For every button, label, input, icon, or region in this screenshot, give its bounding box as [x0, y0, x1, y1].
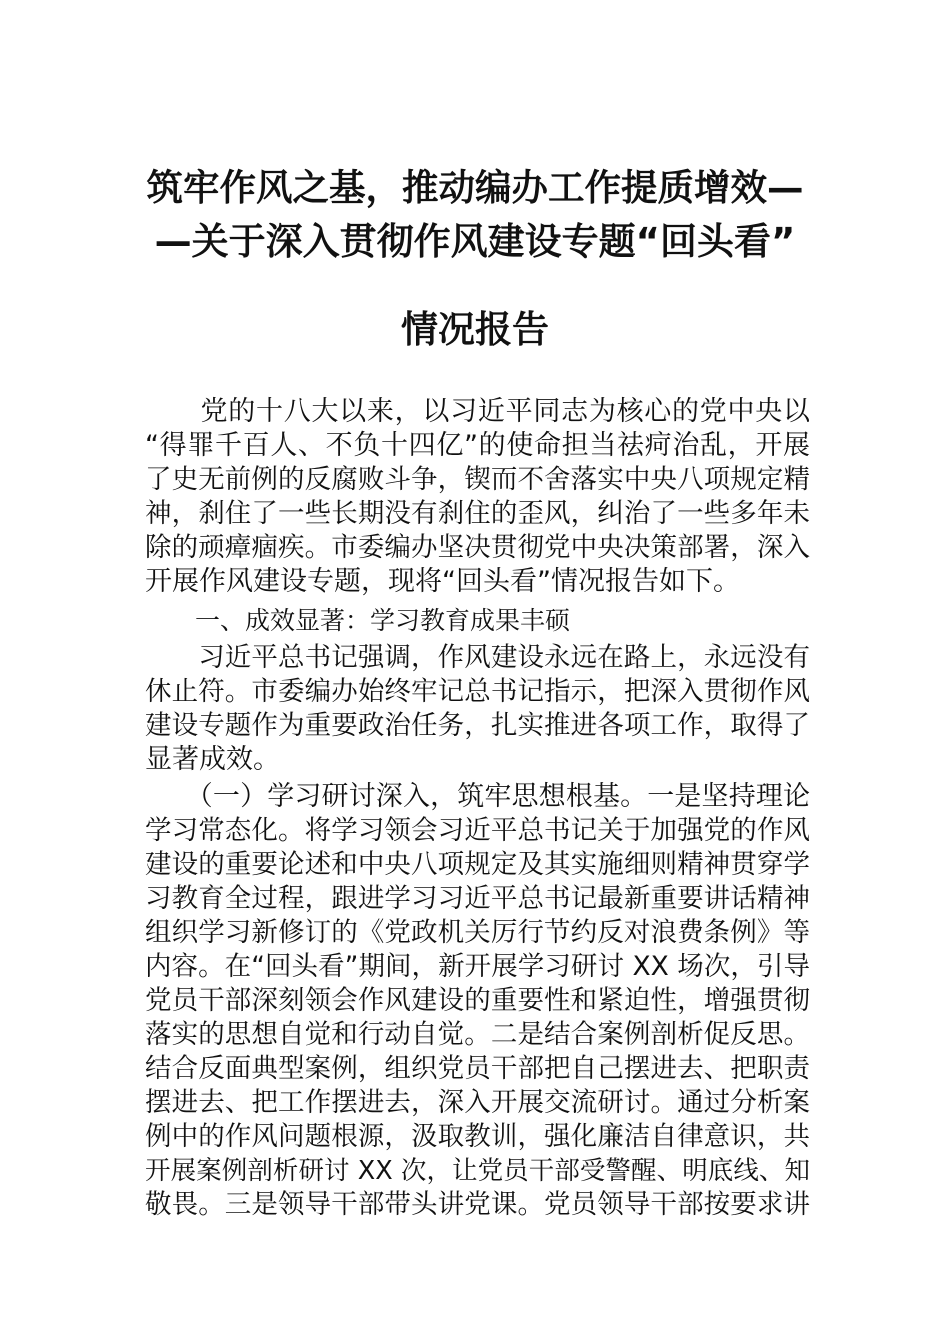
paragraph-3-line: 建设的重要论述和中央八项规定及其实施细则精神贯穿学 — [145, 849, 810, 880]
paragraph-1-line: “得罪千百人、不负十四亿”的使命担当祛疴治乱，开展 — [145, 430, 810, 461]
paragraph-3-line: 组织学习新修订的《党政机关厉行节约反对浪费条例》等 — [145, 917, 810, 948]
paragraph-3-line: 敬畏。三是领导干部带头讲党课。党员领导干部按要求讲 — [145, 1189, 810, 1220]
paragraph-3-line: 学习常态化。将学习领会习近平总书记关于加强党的作风 — [145, 815, 810, 846]
paragraph-1-line: 除的顽瘴痼疾。市委编办坚决贯彻党中央决策部署，深入 — [145, 532, 810, 563]
paragraph-1-line: 开展作风建设专题，现将“回头看”情况报告如下。 — [145, 566, 740, 597]
paragraph-3-line: 摆进去、把工作摆进去，深入开展交流研讨。通过分析案 — [145, 1087, 810, 1118]
paragraph-2-line: 习近平总书记强调，作风建设永远在路上，永远没有 — [145, 642, 810, 673]
paragraph-3-line: （一）学习研讨深入，筑牢思想根基。一是坚持理论 — [145, 781, 810, 812]
paragraph-3-line: 例中的作风问题根源，汲取教训，强化廉洁自律意识，共 — [145, 1121, 810, 1152]
paragraph-3-line: 党员干部深刻领会作风建设的重要性和紧迫性，增强贯彻 — [145, 985, 810, 1016]
paragraph-2-line: 建设专题作为重要政治任务，扎实推进各项工作，取得了 — [145, 710, 810, 741]
paragraph-3-line: 开展案例剖析研讨 XX 次，让党员干部受警醒、明底线、知 — [145, 1156, 810, 1186]
report-title-line-1: 筑牢作风之基，推动编办工作提质增效— — [146, 166, 804, 209]
paragraph-1-line: 党的十八大以来，以习近平同志为核心的党中央以 — [145, 396, 810, 427]
paragraph-1-line: 神，刹住了一些长期没有刹住的歪风，纠治了一些多年未 — [145, 498, 810, 529]
paragraph-3-line: 内容。在“回头看”期间，新开展学习研讨 XX 场次，引导 — [145, 951, 810, 982]
section-heading-1: 一、成效显著：学习教育成果丰硕 — [145, 606, 571, 635]
paragraph-3-line: 结合反面典型案例，组织党员干部把自己摆进去、把职责 — [145, 1053, 810, 1084]
paragraph-1-line: 了史无前例的反腐败斗争，锲而不舍落实中央八项规定精 — [145, 464, 810, 495]
paragraph-3-line: 习教育全过程，跟进学习习近平总书记最新重要讲话精神 — [145, 883, 810, 914]
paragraph-2-line: 显著成效。 — [145, 744, 280, 775]
paragraph-3-line: 落实的思想自觉和行动自觉。二是结合案例剖析促反思。 — [145, 1019, 810, 1050]
report-title-line-2: —关于深入贯彻作风建设专题“回头看” — [154, 220, 796, 263]
paragraph-2-line: 休止符。市委编办始终牢记总书记指示，把深入贯彻作风 — [145, 676, 810, 707]
report-title-line-3: 情况报告 — [401, 308, 549, 351]
